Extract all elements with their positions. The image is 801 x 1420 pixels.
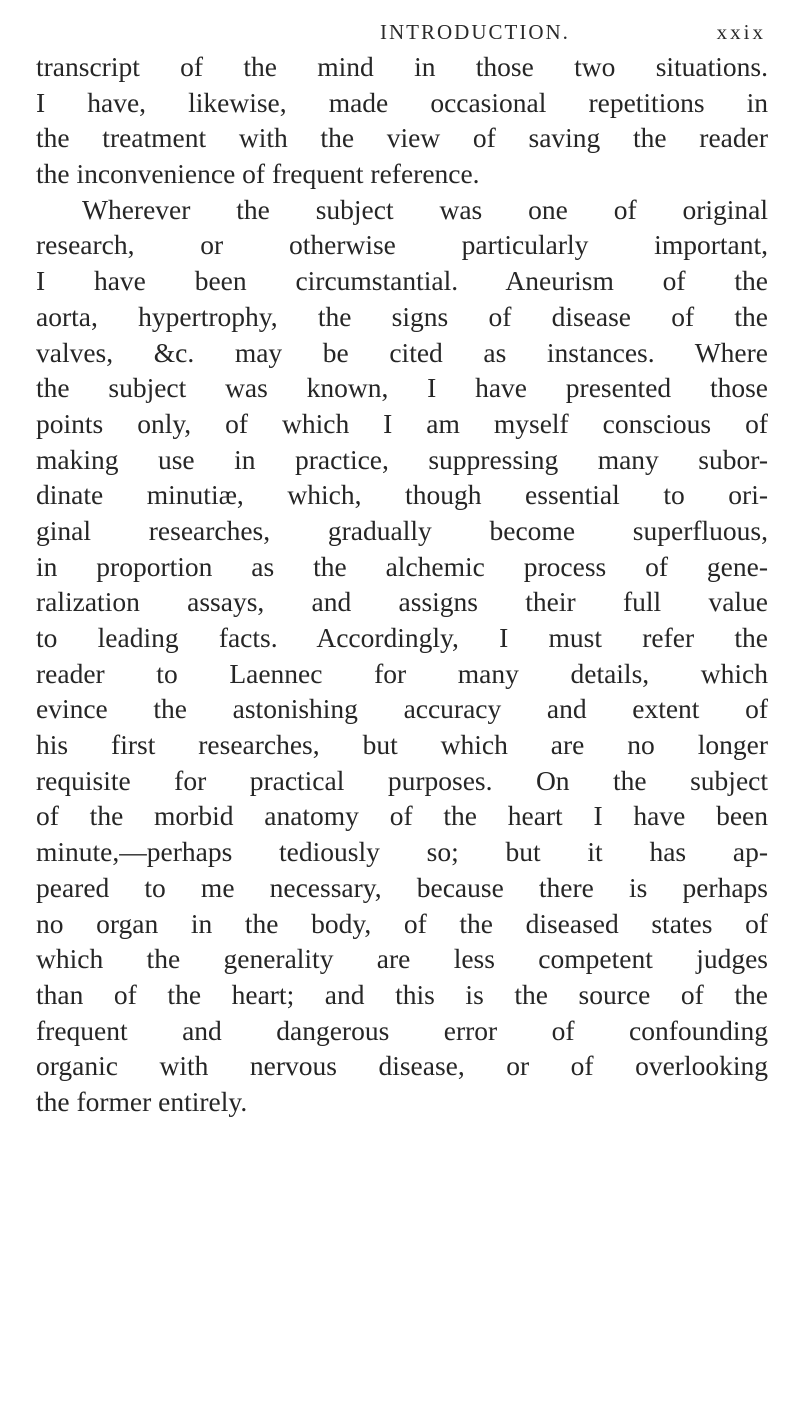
- text-line: transcript of the mind in those two situations.: [36, 51, 768, 82]
- text-line: organic with nervous disease, or of overlooking: [36, 1050, 768, 1082]
- text-line: no organ in the body, of the diseased states of: [36, 907, 768, 939]
- text-line: peared to me necessary, because there is perhaps: [36, 871, 768, 903]
- text-line: aorta, hypertrophy, the signs of disease of the: [36, 300, 768, 332]
- text-line: making use in practice, suppressing many subor-: [36, 443, 768, 475]
- text-line: than of the heart; and this is the source of the: [36, 978, 768, 1010]
- text-line: I have been circumstantial. Aneurism of the: [36, 265, 768, 297]
- running-title: INTRODUCTION.: [380, 20, 570, 44]
- text-line: the subject was known, I have presented those: [36, 372, 768, 404]
- text-line: frequent and dangerous error of confounding: [36, 1014, 768, 1046]
- text-line: ralization assays, and assigns their full value: [36, 586, 768, 618]
- text-line: ginal researches, gradually become superfluous,: [36, 514, 768, 546]
- text-line: the former entirely.: [36, 1085, 248, 1117]
- text-line: minute,—perhaps tediously so; but it has ap-: [36, 836, 768, 868]
- text-line: evince the astonishing accuracy and extent of: [36, 693, 768, 725]
- text-line: the inconvenience of frequent reference.: [36, 158, 480, 190]
- text-line: in proportion as the alchemic process of gene-: [36, 550, 768, 582]
- text-line: research, or otherwise particularly important,: [36, 229, 768, 261]
- text-line: which the generality are less competent judges: [36, 943, 768, 975]
- text-line: dinate minutiæ, which, though essential to ori-: [36, 479, 768, 511]
- running-head: [0, 20, 801, 50]
- text-line: I have, likewise, made occasional repetitions in: [36, 86, 768, 118]
- body-text: [36, 49, 768, 1120]
- text-line: to leading facts. Accordingly, I must refer the: [36, 622, 768, 653]
- page-number: xxix: [716, 20, 766, 44]
- text-line: Wherever the subject was one of original: [82, 193, 768, 225]
- text-line: reader to Laennec for many details, which: [36, 657, 768, 689]
- text-line: points only, of which I am myself conscious of: [36, 407, 768, 439]
- text-line: his first researches, but which are no longer: [36, 729, 768, 761]
- text-line: the treatment with the view of saving the reader: [36, 122, 768, 154]
- text-line: valves, &c. may be cited as instances. Where: [36, 336, 768, 368]
- text-line: of the morbid anatomy of the heart I have been: [36, 800, 768, 832]
- text-line: requisite for practical purposes. On the subject: [36, 764, 768, 796]
